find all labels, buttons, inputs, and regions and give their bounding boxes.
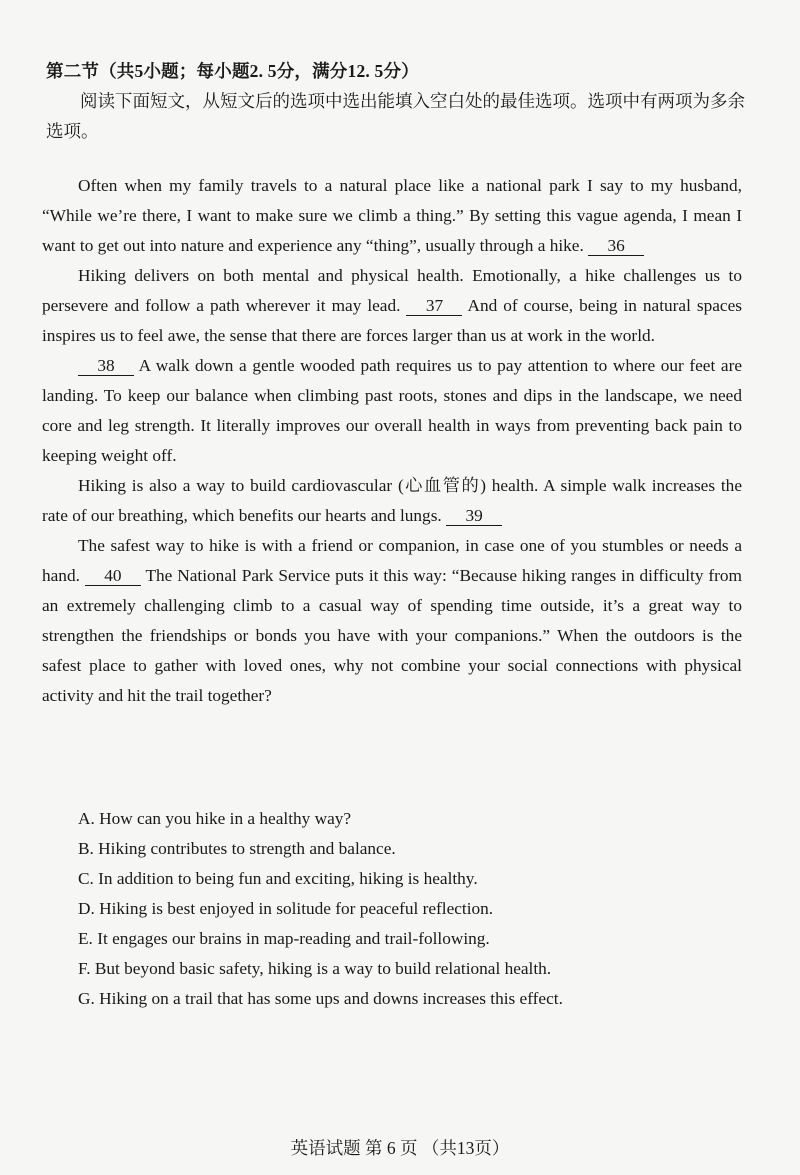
reading-passage [42,171,742,711]
paragraph-text: Often when my family travels to a natural place like a national park I say to my husband, “While we’re there, I want to make sure we climb a thing.” By setting this vague agenda, I mean I want to get out into nature and experience any “thing”, usually through a hike. [42,176,742,255]
blank-39: 39 [446,507,502,526]
option-c: C. In addition to being fun and exciting, hiking is healthy. [78,869,478,888]
section-instructions: 阅读下面短文，从短文后的选项中选出能填入空白处的最佳选项。选项中有两项为多余选项。 [46,91,745,141]
blank-36: 36 [588,237,644,256]
blank-38: 38 [78,357,134,376]
option-g: G. Hiking on a trail that has some ups and downs increases this effect. [78,989,563,1008]
option-e: E. It engages our brains in map-reading and trail-following. [78,929,490,948]
paragraph-text: Hiking delivers on both mental and physical health. Emotionally, a hike challenges us to persevere and follow a path wherever it may lead. [42,266,742,315]
passage-paragraph-2 [42,261,742,351]
option-f: F. But beyond basic safety, hiking is a way to build relational health. [78,959,552,978]
passage-paragraph-4 [42,471,742,531]
answer-options [78,804,738,1014]
paragraph-text: And of course, being in natural spaces inspires us to feel awe, the sense that there are forces larger than us at work in the world. [42,296,743,345]
blank-37: 37 [406,297,462,316]
passage-paragraph-3 [42,351,742,471]
paragraph-text: The safest way to hike is with a friend or companion, in case one of you stumbles or needs a hand. [42,536,742,585]
paragraph-text: The National Park Service puts it this way: “Because hiking ranges in difficulty from an extremely challenging climb to a casual way of spending time outside, it’s a great way to strengthen the friendships or bonds you have with your companions.” When the outdoors is the safest place to gather with loved ones, why not combine your social connections with physical activity and hit the trail together? [42,566,742,705]
option-b: B. Hiking contributes to strength and balance. [78,839,396,858]
page-footer: 英语试题 第 6 页 （共13页） [290,1138,510,1158]
option-a: A. How can you hike in a healthy way? [78,809,352,828]
passage-paragraph-1 [42,171,742,261]
paragraph-text: A walk down a gentle wooded path requires us to pay attention to where our feet are landing. To keep our balance when climbing past roots, stones and dips in the landscape, we need core and leg strength. It literally improves our overall health in ways from preventing back pain to keeping weight off. [42,356,742,465]
passage-paragraph-5 [42,531,742,711]
paragraph-text: Hiking is also a way to build cardiovascular (心血管的) health. A simple walk increases the rate of our breathing, which benefits our hearts and lungs. [42,476,742,525]
section-title: 第二节（共5小题；每小题2. 5分，满分12. 5分） [46,61,419,81]
option-d: D. Hiking is best enjoyed in solitude for peaceful reflection. [78,899,494,918]
blank-40: 40 [85,567,141,586]
